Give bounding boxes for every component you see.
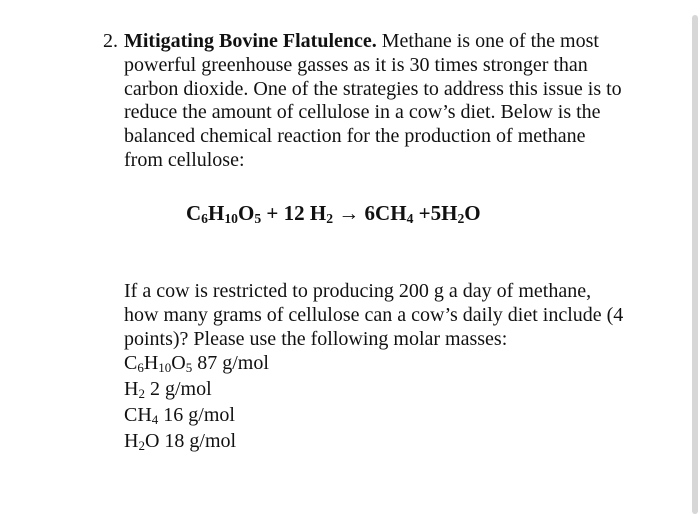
- water-term: $+5H_2O$: [418, 201, 481, 226]
- cellulose-formula: $C_6H_{10}O_5$: [186, 201, 262, 226]
- methane-term: $6CH_4$: [364, 201, 414, 226]
- problem-title: Mitigating Bovine Flatulence.: [124, 30, 377, 52]
- question-text: If a cow is restricted to producing 200 g a day of methane, how many grams of cellulose can a cow’s daily diet include (4 points)? Please use the following molar masses:: [124, 280, 624, 350]
- molar-mass-water: $H_2O$ 18 g/mol: [124, 430, 237, 453]
- hydrogen-term: 12 $H_2$: [283, 201, 334, 226]
- plus-sign: +: [266, 201, 279, 225]
- problem-number: 2.: [103, 30, 118, 52]
- problem-block: [103, 30, 623, 173]
- molar-mass-hydrogen: $H_2$ 2 g/mol: [124, 378, 212, 401]
- problem-body: [124, 30, 623, 173]
- scrollbar[interactable]: [692, 15, 698, 514]
- reaction-arrow: →: [338, 201, 360, 225]
- molar-mass-methane: $CH_4$ 16 g/mol: [124, 404, 235, 427]
- molar-mass-cellulose: $C_6H_{10}O_5$ 87 g/mol: [124, 352, 269, 375]
- chemical-equation: [186, 201, 481, 226]
- molar-mass-list: [124, 350, 269, 454]
- problem-intro: Methane is one of the most powerful greenhouse gasses as it is 30 times stronger than carbon dioxide. One of the strategies to address this issue is to reduce the amount of cellulose in a cow’s diet. Below is the balanced chemical reaction for the production of methane from cellulose:: [124, 30, 622, 171]
